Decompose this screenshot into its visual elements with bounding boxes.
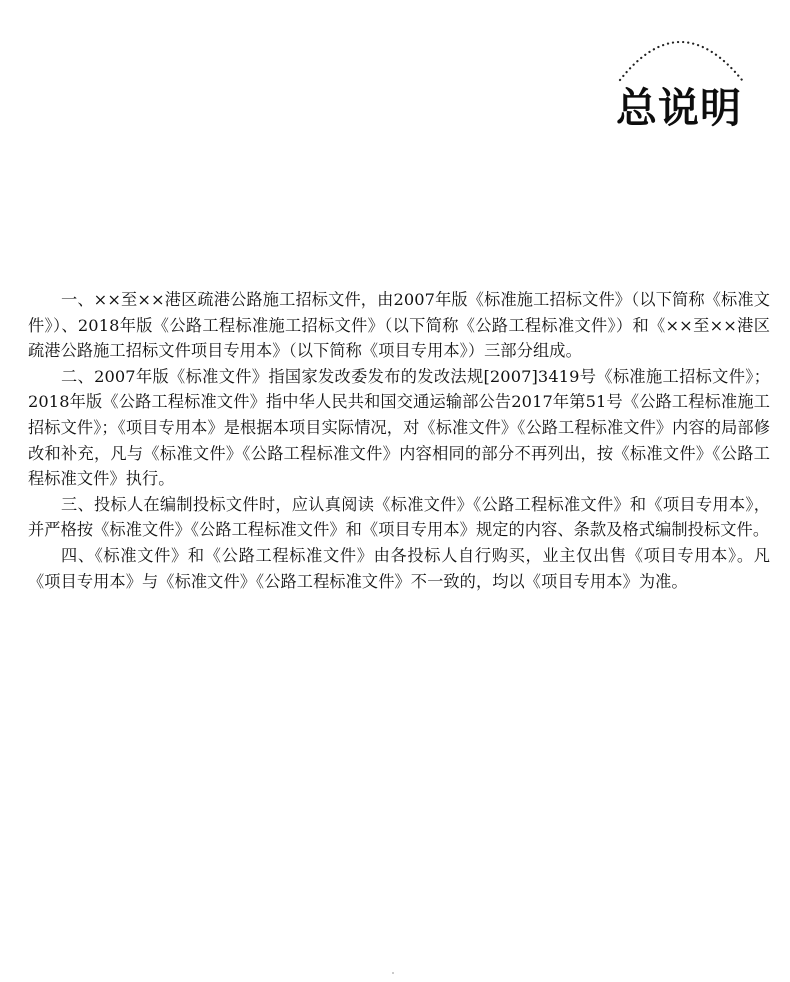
body-text — [28, 287, 770, 594]
paragraph-4: 四、《标准文件》和《公路工程标准文件》由各投标人自行购买，业主仅出售《项目专用本》。凡《项目专用本》与《标准文件》《公路工程标准文件》不一致的，均以《项目专用本》为准。 — [28, 545, 770, 591]
paragraph-3: 三、投标人在编制投标文件时，应认真阅读《标准文件》《公路工程标准文件》和《项目专用本》，并严格按《标准文件》《公路工程标准文件》和《项目专用本》规定的内容、条款及格式编制投标文件。 — [28, 494, 770, 540]
section-title: 总说明 — [616, 84, 742, 132]
paragraph-1: 一、××至××港区疏港公路施工招标文件，由2007年版《标准施工招标文件》（以下简称《标准文件》）、2018年版《公路工程标准施工招标文件》（以下简称《公路工程标准文件》）和《××至××港区疏港公路施工招标文件项目专用本》（以下简称《项目专用本》）三部分组成。 — [28, 290, 770, 361]
dotted-arc-ornament — [612, 22, 748, 82]
page-speck — [392, 972, 394, 974]
paragraph-2: 二、2007年版《标准文件》指国家发改委发布的发改法规[2007]3419号《标准施工招标文件》；2018年版《公路工程标准文件》指中华人民共和国交通运输部公告2017年第51号《公路工程标准施工招标文件》；《项目专用本》是根据本项目实际情况，对《标准文件》《公路工程标准文件》内容的局部修改和补充，凡与《标准文件》《公路工程标准文件》内容相同的部分不再列出，按《标准文件》《公路工程标准文件》执行。 — [28, 366, 770, 489]
